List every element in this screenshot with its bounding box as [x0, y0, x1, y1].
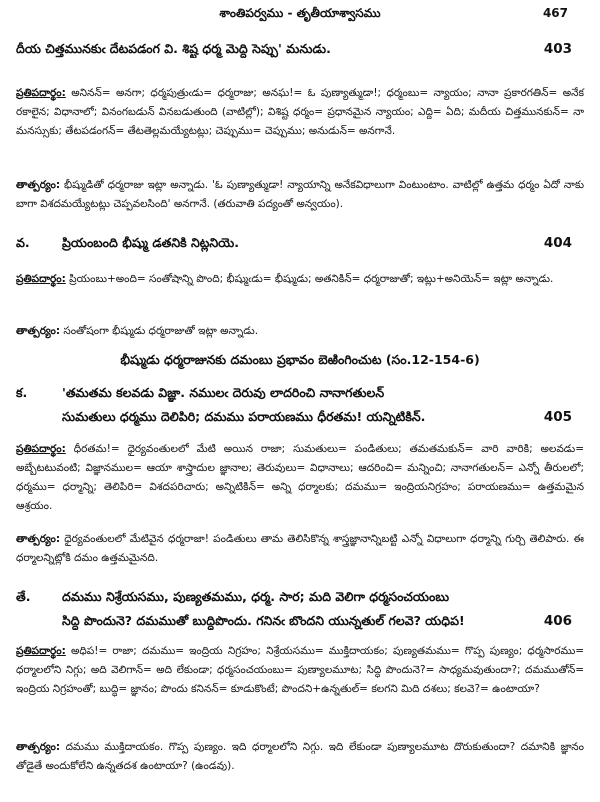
- tatparyam-405: [16, 530, 584, 568]
- pratipadartham-label: ప్రతిపదార్థం:: [16, 645, 66, 657]
- tatparyam-text: దమము ముక్తిదాయకం. గొప్ప పుణ్యం. ఇది ధర్మాలలోని నిగ్గు. ఇది లేకుండా పుణ్యాలమూట దొరుకుతుందా? దమానికి జ్ఞానం తోడైతే అందుకోలేని ఉన్నతదశ ఉంటాయా? (ఉండవు).: [16, 741, 584, 772]
- meter-label: వ.: [16, 235, 30, 250]
- pratipadartham-label: ప్రతిపదార్థం:: [16, 87, 66, 99]
- tatparyam-label: తాత్పర్యం:: [16, 533, 61, 545]
- verse-block-406: [16, 588, 584, 630]
- verse-text: దీయ చిత్తమునకుఁ దేటపడంగ వి. శిష్ట ధర్మ మెద్ది సెప్పు' మనుడు.: [16, 41, 331, 56]
- verse-text: ప్రియంబంది భీష్ము డతనికి నిట్లనియె.: [62, 235, 240, 250]
- tatparyam-label: తాత్పర్యం:: [16, 179, 61, 191]
- pratipadartham-403: [16, 84, 584, 141]
- pratipadartham-text: అనినన్= అనగా; ధర్మపుత్రుఁడు= ధర్మరాజు; అనఘ!= ఓ పుణ్యాత్ముడా!; ధర్మంబు= న్యాయం; నానా ప్రకారగతిన్= అనేక రకాలైన; విధానాలో; వినంగబడున్ వినబడుతుంది (వాటిల్లో); విశిష్ట ధర్మం= ప్రధానమైన న్యాయం; ఎద్ది= ఏది; మదీయ చిత్తమునకున్= నా మనస్సుకు; తేటపడంగన్= తేటతెల్లమయ్యేటట్లు; చెప్పుము= చెప్పుము; అనుడున్= అనగానే.: [16, 87, 584, 137]
- tatparyam-label: తాత్పర్యం:: [16, 741, 61, 753]
- pratipadartham-405: [16, 440, 584, 516]
- tatparyam-label: తాత్పర్యం:: [16, 325, 61, 337]
- pratipadartham-404: [16, 270, 584, 289]
- section-heading: భీష్ముడు ధర్మరాజునకు దమంబు ప్రభావం బెఱింగించుట (సం.12-154-6): [120, 352, 480, 367]
- page-header: [0, 6, 600, 28]
- verse-block-404: [16, 234, 584, 252]
- verse-line-1: [16, 384, 584, 402]
- verse-line-1: [16, 588, 584, 606]
- tatparyam-text: సంతోషంగా భీష్ముడు ధర్మరాజుతో ఇట్లా అన్నాడు.: [63, 325, 259, 337]
- tatparyam-text: భీష్ముడితో ధర్మరాజు ఇట్లా అన్నాడు. 'ఓ పుణ్యాత్ముడా! న్యాయాన్ని అనేకవిధాలుగా వింటుంటాం. వాటిల్లో ఉత్తమ ధర్మం ఏదో నాకు బాగా విశదమయ్యేటట్లు చెప్పవలసింది' అనగానే. (తరువాతి పద్యంతో అన్వయం).: [16, 179, 584, 210]
- verse-number: 404: [543, 235, 572, 251]
- verse-number: 403: [543, 41, 572, 57]
- verse-number: 406: [543, 613, 572, 629]
- pratipadartham-text: అధిప!= రాజా; దమము= ఇంద్రియ నిగ్రహం; నిశ్రేయసము= ముక్తిదాయకం; పుణ్యతమము= గొప్ప పుణ్యం; ధర్మసారము= ధర్మాలలోని నిగ్గు; అది వెలిగాన్= అది లేకుండా; ధర్మసంచయంబు= పుణ్యాలమూట; సిద్ధి పొందునె?= సాధ్యమవుతుందా?; దమముతోన్= ఇంద్రియ నిగ్రహంతో; బుద్ధి= జ్ఞానం; పొందు కనినన్= కూడుకొంటే; పొందని+ఉన్నతుల్= కలగని మిది దశలు; కలవె?= ఉంటాయా?: [16, 645, 584, 695]
- verse-number: 405: [543, 409, 572, 425]
- verse-line: [16, 234, 584, 252]
- verse-line-2: [16, 408, 584, 426]
- verse-text: దమము నిశ్రేయసము, పుణ్యతమము, ధర్మ. సార; మది వెలిగా ధర్మసంచయంబు: [62, 589, 450, 604]
- running-title: శాంతిపర్వము - తృతీయాశ్వాసము: [219, 6, 381, 20]
- verse-block-405: [16, 384, 584, 426]
- tatparyam-text: ధైర్యవంతులలో మేటివైన ధర్మరాజా! పండితులు తామ తెలిసికొన్న శాస్త్రజ్ఞానాన్నిబట్టి ఎన్నో విధాలుగా ధర్మాన్ని గుర్చి తెలిపారు. ఈ ధర్మాలన్నిట్లోకి దమం ఉత్తమమైనది.: [16, 533, 584, 564]
- pratipadartham-text: ధీరతమ!= ధైర్యవంతులలో మేటి అయిన రాజా; సుమతులు= పండితులు; తమతమకున్= వారి వారికి; అలవడు= అబ్బేటటువంటి; విజ్ఞానముల= ఆయా శాస్త్రాదుల జ్ఞానాల; తెరువులు= విధానాలు; ఆదరించి= మన్నించి; నానాగతులన్= ఎన్నో తీరులలో; ధర్మము= ధర్మాన్ని; తెలిపిరి= విశదపరిచారు; అన్నిటికిన్= అన్ని ధర్మాలకు; దమము= ఇంద్రియనిగ్రహం; పరాయణము= ఉత్తమమైన ఆశ్రయం.: [16, 443, 584, 512]
- tatparyam-403: [16, 176, 584, 214]
- tatparyam-406: [16, 738, 584, 776]
- verse-line: [16, 40, 584, 58]
- verse-text: సుమతులు ధర్మము దెలిపిరి; దమము పరాయణము ధీరతమ! యన్నిటికిన్.: [62, 409, 426, 424]
- pratipadartham-label: ప్రతిపదార్థం:: [16, 443, 66, 455]
- verse-block-403: [16, 40, 584, 58]
- pratipadartham-text: ప్రియంబు+అంది= సంతోషాన్ని పొంది; భీష్ముఁడు= భీష్ముడు; అతనికిన్= ధర్మరాజుతో; ఇట్లు+అనియెన్= ఇట్లా అన్నాడు.: [69, 273, 554, 285]
- verse-text: 'తమతమ కలవడు విజ్ఞా. నములఁ దెరువు లాదరించి నానాగతులన్: [62, 385, 385, 400]
- pratipadartham-406: [16, 642, 584, 699]
- verse-text: సిద్ధి పొందునె? దమముతో బుద్ధిపొందు. గనినఁ బొందని యున్నతుల్ గలవె? యధిప!: [62, 613, 465, 628]
- meter-label: క.: [16, 385, 28, 400]
- page-number: 467: [542, 6, 568, 20]
- pratipadartham-label: ప్రతిపదార్థం:: [16, 273, 66, 285]
- meter-label: తే.: [16, 589, 31, 604]
- verse-line-2: [16, 612, 584, 630]
- tatparyam-404: [16, 322, 584, 341]
